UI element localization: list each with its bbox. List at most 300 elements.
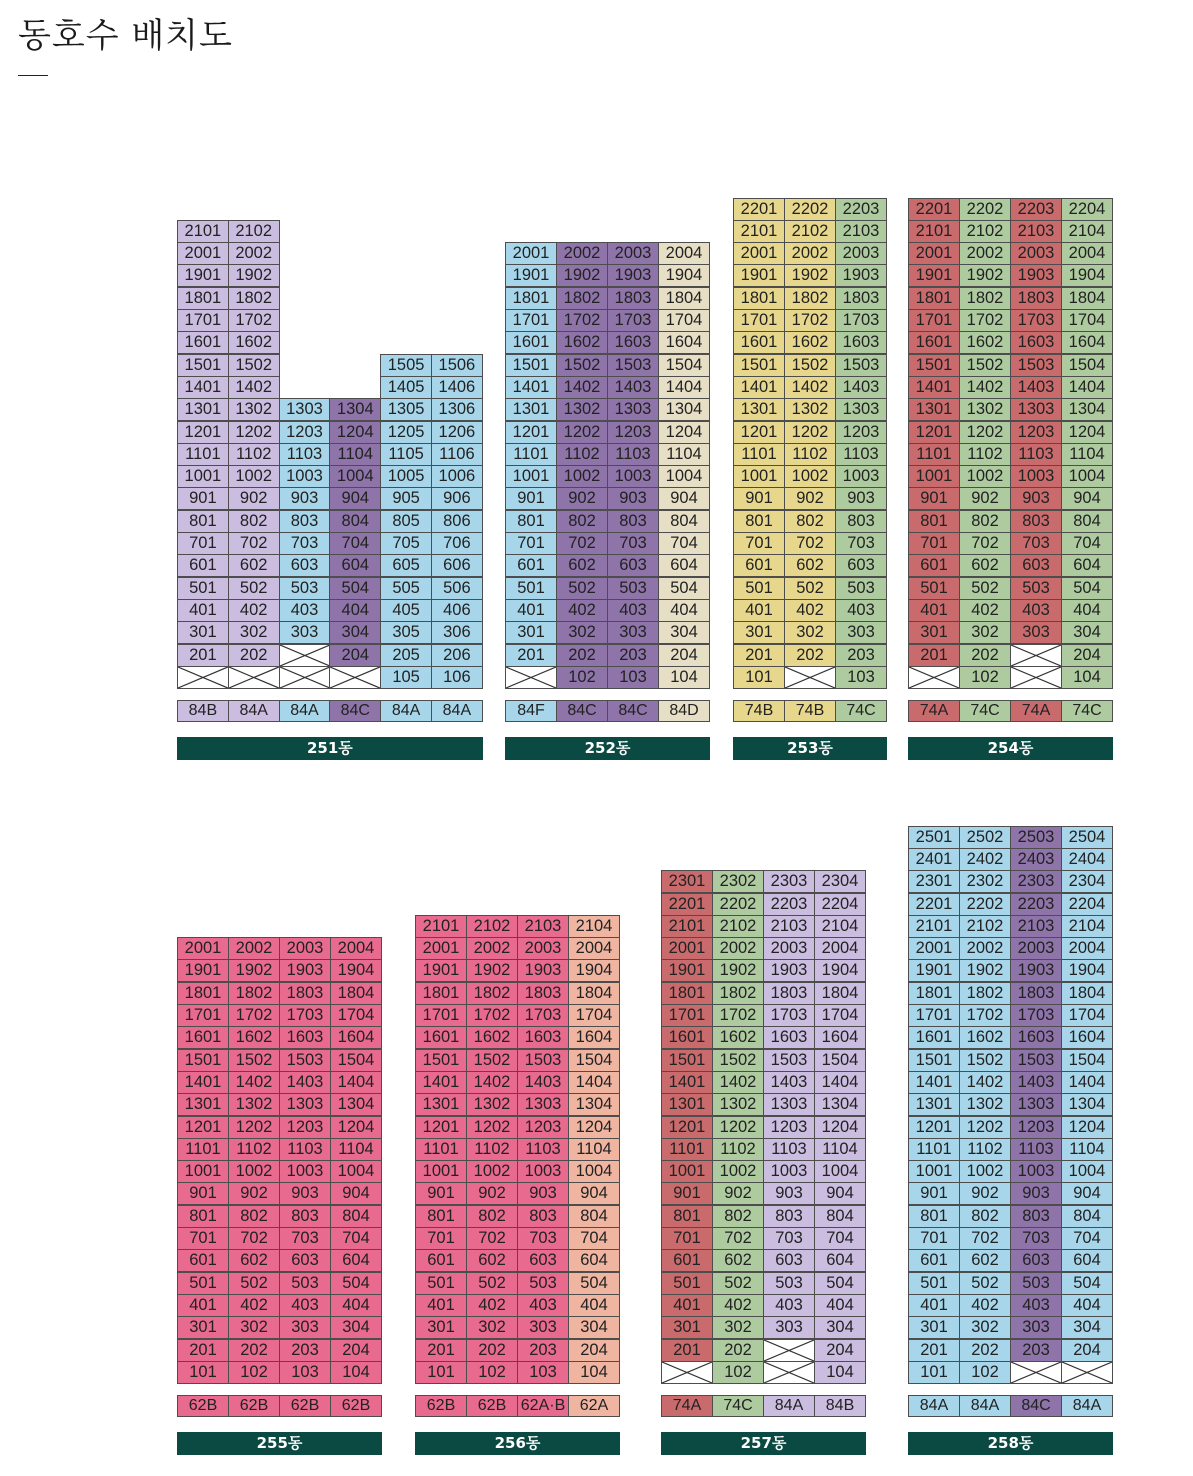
unit-cell: 1403 bbox=[1010, 376, 1062, 399]
unit-type-cell: 84A bbox=[959, 1395, 1011, 1417]
unit-cell: 1506 bbox=[431, 354, 483, 377]
unit-cell: 2101 bbox=[661, 915, 713, 938]
unit-cell: 1002 bbox=[466, 1160, 518, 1183]
unit-cell: 501 bbox=[733, 577, 785, 600]
unit-cell: 103 bbox=[279, 1361, 331, 1384]
unit-cell: 2103 bbox=[835, 220, 887, 243]
unit-cell: 2203 bbox=[1010, 198, 1062, 221]
unit-cell: 1602 bbox=[959, 1026, 1011, 1049]
unit-cell: 102 bbox=[466, 1361, 518, 1384]
unit-cell: 1901 bbox=[177, 264, 229, 287]
unit-cell: 1101 bbox=[177, 443, 229, 466]
unit-cell: 1503 bbox=[517, 1049, 569, 1072]
unit-cell: 1402 bbox=[556, 376, 608, 399]
unit-cell: 601 bbox=[733, 554, 785, 577]
unit-cell: 1701 bbox=[661, 1004, 713, 1027]
building-label: 254동 bbox=[908, 737, 1113, 760]
unit-cell: 802 bbox=[712, 1205, 764, 1228]
unit-cell: 703 bbox=[1010, 532, 1062, 555]
unit-cell: 2202 bbox=[784, 198, 836, 221]
unit-cell: 1302 bbox=[556, 398, 608, 421]
unit-cell: 1803 bbox=[1010, 287, 1062, 310]
unit-cell: 501 bbox=[177, 577, 229, 600]
unit-cell: 1201 bbox=[177, 421, 229, 444]
unit-cell: 1004 bbox=[330, 1160, 382, 1183]
building-label: 253동 bbox=[733, 737, 887, 760]
unit-cell: 1904 bbox=[658, 264, 710, 287]
unit-cell: 803 bbox=[517, 1205, 569, 1228]
unit-cell: 904 bbox=[329, 487, 381, 510]
unit-cell: 304 bbox=[329, 621, 381, 644]
unit-cell: 102 bbox=[228, 1361, 280, 1384]
unit-cell: 2101 bbox=[415, 915, 467, 938]
unit-cell: 1203 bbox=[517, 1116, 569, 1139]
unit-cell: 1701 bbox=[415, 1004, 467, 1027]
unit-cell: 602 bbox=[784, 554, 836, 577]
unit-cell: 201 bbox=[177, 1339, 229, 1362]
empty-unit-cross-icon bbox=[662, 1362, 712, 1383]
unit-cell: 503 bbox=[1010, 1272, 1062, 1295]
unit-cell: 505 bbox=[380, 577, 432, 600]
unit-cell: 304 bbox=[814, 1316, 866, 1339]
unit-cell: 701 bbox=[177, 532, 229, 555]
unit-cell: 101 bbox=[733, 666, 785, 689]
unit-cell: 203 bbox=[517, 1339, 569, 1362]
unit-cell: 1904 bbox=[1061, 959, 1113, 982]
unit-cell: 1104 bbox=[568, 1138, 620, 1161]
unit-cell: 1303 bbox=[1010, 1093, 1062, 1116]
unit-cell: 604 bbox=[658, 554, 710, 577]
unit-cell: 606 bbox=[431, 554, 483, 577]
unit-cell: 1501 bbox=[177, 354, 229, 377]
unit-cell: 1202 bbox=[228, 421, 280, 444]
unit-cell: 402 bbox=[228, 1294, 280, 1317]
unit-cell: 1403 bbox=[607, 376, 659, 399]
unit-cell: 403 bbox=[279, 599, 331, 622]
unit-cell: 2003 bbox=[1010, 937, 1062, 960]
unit-cell: 501 bbox=[415, 1272, 467, 1295]
unit-cell: 301 bbox=[177, 1316, 229, 1339]
unit-cell: 2104 bbox=[1061, 220, 1113, 243]
unit-cell: 2203 bbox=[1010, 893, 1062, 916]
unit-cell: 2301 bbox=[908, 870, 960, 893]
unit-cell: 1205 bbox=[380, 421, 432, 444]
unit-cell: 803 bbox=[1010, 510, 1062, 533]
unit-cell: 702 bbox=[466, 1227, 518, 1250]
unit-cell: 802 bbox=[959, 1205, 1011, 1228]
unit-cell: 801 bbox=[661, 1205, 713, 1228]
unit-cell: 801 bbox=[505, 510, 557, 533]
unit-cell: 603 bbox=[835, 554, 887, 577]
unit-cell: 2002 bbox=[959, 242, 1011, 265]
unit-cell: 1701 bbox=[908, 309, 960, 332]
unit-type-cell: 74C bbox=[712, 1395, 764, 1417]
unit-cell: 603 bbox=[607, 554, 659, 577]
unit-cell: 702 bbox=[712, 1227, 764, 1250]
unit-cell: 1501 bbox=[733, 354, 785, 377]
unit-cell: 202 bbox=[228, 1339, 280, 1362]
unit-cell: 2004 bbox=[330, 937, 382, 960]
unit-cell: 904 bbox=[330, 1182, 382, 1205]
unit-cell: 1002 bbox=[556, 465, 608, 488]
unit-cell: 1601 bbox=[661, 1026, 713, 1049]
unit-cell: 1402 bbox=[712, 1071, 764, 1094]
unit-cell: 1803 bbox=[835, 287, 887, 310]
unit-cell: 703 bbox=[279, 1227, 331, 1250]
unit-cell: 101 bbox=[177, 1361, 229, 1384]
unit-cell: 1301 bbox=[733, 398, 785, 421]
unit-cell: 603 bbox=[1010, 1249, 1062, 1272]
unit-cell: 401 bbox=[415, 1294, 467, 1317]
unit-cell: 202 bbox=[712, 1339, 764, 1362]
unit-cell: 702 bbox=[959, 532, 1011, 555]
unit-cell: 502 bbox=[959, 577, 1011, 600]
unit-cell: 1102 bbox=[228, 443, 280, 466]
unit-cell: 1502 bbox=[228, 354, 280, 377]
unit-cell: 1302 bbox=[959, 1093, 1011, 1116]
unit-cell: 1101 bbox=[661, 1138, 713, 1161]
unit-cell: 1006 bbox=[431, 465, 483, 488]
unit-cell: 204 bbox=[1061, 1339, 1113, 1362]
unit-cell: 404 bbox=[329, 599, 381, 622]
unit-cell: 1401 bbox=[177, 1071, 229, 1094]
unit-cell: 1701 bbox=[733, 309, 785, 332]
unit-cell: 1101 bbox=[177, 1138, 229, 1161]
unit-cell: 1801 bbox=[177, 982, 229, 1005]
unit-cell: 902 bbox=[959, 1182, 1011, 1205]
unit-type-cell: 84B bbox=[177, 700, 229, 722]
unit-cell: 301 bbox=[908, 621, 960, 644]
unit-cell: 1904 bbox=[814, 959, 866, 982]
unit-cell: 401 bbox=[733, 599, 785, 622]
unit-cell: 602 bbox=[466, 1249, 518, 1272]
unit-cell: 502 bbox=[959, 1272, 1011, 1295]
unit-cell: 1604 bbox=[658, 331, 710, 354]
unit-cell: 2403 bbox=[1010, 848, 1062, 871]
unit-cell: 302 bbox=[228, 1316, 280, 1339]
unit-cell: 1303 bbox=[517, 1093, 569, 1116]
unit-cell: 601 bbox=[661, 1249, 713, 1272]
unit-cell: 1203 bbox=[763, 1116, 815, 1139]
unit-cell: 1804 bbox=[814, 982, 866, 1005]
unit-cell: 1604 bbox=[1061, 331, 1113, 354]
unit-cell: 101 bbox=[415, 1361, 467, 1384]
unit-cell: 1901 bbox=[661, 959, 713, 982]
unit-cell: 1103 bbox=[835, 443, 887, 466]
unit-cell: 1701 bbox=[177, 1004, 229, 1027]
unit-cell: 1301 bbox=[661, 1093, 713, 1116]
unit-cell: 1401 bbox=[177, 376, 229, 399]
unit-cell: 1401 bbox=[733, 376, 785, 399]
unit-cell: 1001 bbox=[177, 1160, 229, 1183]
unit-cell: 302 bbox=[712, 1316, 764, 1339]
unit-cell: 1902 bbox=[784, 264, 836, 287]
unit-cell: 304 bbox=[1061, 1316, 1113, 1339]
unit-cell: 1202 bbox=[959, 1116, 1011, 1139]
unit-cell: 604 bbox=[1061, 554, 1113, 577]
unit-cell: 904 bbox=[1061, 1182, 1113, 1205]
unit-cell: 502 bbox=[556, 577, 608, 600]
unit-cell: 1203 bbox=[607, 421, 659, 444]
unit-cell: 202 bbox=[959, 1339, 1011, 1362]
unit-cell: 1002 bbox=[228, 465, 280, 488]
unit-cell: 802 bbox=[228, 1205, 280, 1228]
empty-unit-cross-icon bbox=[178, 667, 228, 688]
unit-cell: 105 bbox=[380, 666, 432, 689]
unit-cell: 801 bbox=[415, 1205, 467, 1228]
unit-cell: 2004 bbox=[568, 937, 620, 960]
unit-cell: 1602 bbox=[228, 1026, 280, 1049]
unit-cell: 1301 bbox=[505, 398, 557, 421]
unit-cell: 2003 bbox=[279, 937, 331, 960]
unit-cell: 1803 bbox=[1010, 982, 1062, 1005]
unit-cell: 1001 bbox=[415, 1160, 467, 1183]
unit-type-cell: 62A bbox=[568, 1395, 620, 1417]
unit-cell: 603 bbox=[763, 1249, 815, 1272]
unit-cell: 2302 bbox=[959, 870, 1011, 893]
unit-cell: 804 bbox=[658, 510, 710, 533]
unit-cell: 301 bbox=[415, 1316, 467, 1339]
unit-cell: 903 bbox=[1010, 1182, 1062, 1205]
unit-cell: 1503 bbox=[607, 354, 659, 377]
unit-cell: 803 bbox=[607, 510, 659, 533]
unit-cell: 1804 bbox=[330, 982, 382, 1005]
unit-type-cell: 62A·B bbox=[517, 1395, 569, 1417]
unit-cell: 1902 bbox=[556, 264, 608, 287]
unit-cell: 1004 bbox=[814, 1160, 866, 1183]
unit-cell: 402 bbox=[712, 1294, 764, 1317]
unit-cell: 1501 bbox=[505, 354, 557, 377]
unit-cell: 404 bbox=[568, 1294, 620, 1317]
unit-cell: 802 bbox=[959, 510, 1011, 533]
unit-cell: 1603 bbox=[835, 331, 887, 354]
unit-cell: 2002 bbox=[466, 937, 518, 960]
unit-cell: 802 bbox=[784, 510, 836, 533]
unit-cell: 2202 bbox=[959, 198, 1011, 221]
unit-cell: 1503 bbox=[279, 1049, 331, 1072]
unit-cell: 1202 bbox=[959, 421, 1011, 444]
unit-cell: 1301 bbox=[177, 398, 229, 421]
unit-cell: 2201 bbox=[908, 893, 960, 916]
unit-cell: 801 bbox=[177, 510, 229, 533]
empty-unit bbox=[784, 666, 836, 689]
unit-cell: 804 bbox=[329, 510, 381, 533]
unit-cell: 503 bbox=[835, 577, 887, 600]
unit-cell: 601 bbox=[908, 554, 960, 577]
unit-cell: 1403 bbox=[1010, 1071, 1062, 1094]
unit-cell: 405 bbox=[380, 599, 432, 622]
unit-cell: 1604 bbox=[330, 1026, 382, 1049]
unit-cell: 202 bbox=[959, 644, 1011, 667]
unit-cell: 604 bbox=[330, 1249, 382, 1272]
unit-cell: 1305 bbox=[380, 398, 432, 421]
unit-cell: 1703 bbox=[1010, 1004, 1062, 1027]
unit-cell: 2101 bbox=[733, 220, 785, 243]
unit-type-cell: 74A bbox=[1010, 700, 1062, 722]
unit-cell: 1604 bbox=[1061, 1026, 1113, 1049]
unit-cell: 303 bbox=[835, 621, 887, 644]
unit-cell: 602 bbox=[556, 554, 608, 577]
unit-cell: 1501 bbox=[177, 1049, 229, 1072]
unit-cell: 1304 bbox=[330, 1093, 382, 1116]
unit-cell: 201 bbox=[908, 1339, 960, 1362]
unit-cell: 1901 bbox=[733, 264, 785, 287]
unit-cell: 1804 bbox=[658, 287, 710, 310]
unit-type-cell: 84C bbox=[329, 700, 381, 722]
unit-cell: 1602 bbox=[959, 331, 1011, 354]
unit-cell: 1503 bbox=[1010, 354, 1062, 377]
unit-cell: 1003 bbox=[517, 1160, 569, 1183]
unit-cell: 1501 bbox=[661, 1049, 713, 1072]
unit-cell: 1103 bbox=[763, 1138, 815, 1161]
unit-cell: 604 bbox=[1061, 1249, 1113, 1272]
unit-cell: 303 bbox=[517, 1316, 569, 1339]
unit-cell: 1603 bbox=[1010, 1026, 1062, 1049]
unit-cell: 801 bbox=[908, 510, 960, 533]
unit-cell: 1503 bbox=[835, 354, 887, 377]
unit-cell: 901 bbox=[177, 487, 229, 510]
unit-cell: 904 bbox=[814, 1182, 866, 1205]
unit-cell: 103 bbox=[607, 666, 659, 689]
unit-cell: 1001 bbox=[908, 1160, 960, 1183]
unit-cell: 1102 bbox=[228, 1138, 280, 1161]
empty-unit-cross-icon bbox=[506, 667, 556, 688]
unit-cell: 204 bbox=[658, 644, 710, 667]
unit-cell: 404 bbox=[1061, 599, 1113, 622]
unit-cell: 503 bbox=[763, 1272, 815, 1295]
unit-cell: 804 bbox=[1061, 510, 1113, 533]
unit-cell: 1602 bbox=[466, 1026, 518, 1049]
unit-cell: 1101 bbox=[908, 1138, 960, 1161]
unit-cell: 202 bbox=[784, 644, 836, 667]
unit-cell: 1404 bbox=[814, 1071, 866, 1094]
unit-cell: 301 bbox=[733, 621, 785, 644]
unit-cell: 704 bbox=[330, 1227, 382, 1250]
unit-cell: 1702 bbox=[228, 309, 280, 332]
unit-type-cell: 84A bbox=[228, 700, 280, 722]
unit-cell: 102 bbox=[556, 666, 608, 689]
unit-cell: 504 bbox=[814, 1272, 866, 1295]
unit-cell: 806 bbox=[431, 510, 483, 533]
unit-cell: 902 bbox=[959, 487, 1011, 510]
unit-cell: 1201 bbox=[908, 1116, 960, 1139]
unit-cell: 2101 bbox=[908, 915, 960, 938]
unit-cell: 1303 bbox=[607, 398, 659, 421]
unit-cell: 1901 bbox=[908, 264, 960, 287]
unit-cell: 1801 bbox=[505, 287, 557, 310]
unit-cell: 304 bbox=[1061, 621, 1113, 644]
unit-type-cell: 84C bbox=[556, 700, 608, 722]
empty-unit bbox=[763, 1339, 815, 1362]
unit-cell: 1604 bbox=[568, 1026, 620, 1049]
unit-cell: 1901 bbox=[177, 959, 229, 982]
unit-cell: 303 bbox=[279, 621, 331, 644]
unit-cell: 1203 bbox=[1010, 1116, 1062, 1139]
unit-cell: 906 bbox=[431, 487, 483, 510]
unit-cell: 102 bbox=[959, 1361, 1011, 1384]
unit-cell: 803 bbox=[1010, 1205, 1062, 1228]
empty-unit bbox=[329, 666, 381, 689]
unit-cell: 905 bbox=[380, 487, 432, 510]
unit-cell: 1203 bbox=[1010, 421, 1062, 444]
unit-cell: 302 bbox=[959, 621, 1011, 644]
unit-cell: 902 bbox=[228, 1182, 280, 1205]
unit-cell: 1502 bbox=[959, 354, 1011, 377]
unit-cell: 1104 bbox=[330, 1138, 382, 1161]
unit-cell: 1302 bbox=[466, 1093, 518, 1116]
unit-cell: 1504 bbox=[814, 1049, 866, 1072]
unit-cell: 1102 bbox=[712, 1138, 764, 1161]
unit-cell: 303 bbox=[1010, 621, 1062, 644]
unit-cell: 702 bbox=[228, 1227, 280, 1250]
unit-cell: 503 bbox=[607, 577, 659, 600]
unit-cell: 1403 bbox=[763, 1071, 815, 1094]
unit-type-cell: 62B bbox=[415, 1395, 467, 1417]
unit-cell: 204 bbox=[568, 1339, 620, 1362]
unit-cell: 1901 bbox=[415, 959, 467, 982]
unit-cell: 1306 bbox=[431, 398, 483, 421]
unit-type-cell: 84A bbox=[380, 700, 432, 722]
unit-cell: 2004 bbox=[1061, 937, 1113, 960]
unit-cell: 2001 bbox=[177, 242, 229, 265]
unit-cell: 801 bbox=[177, 1205, 229, 1228]
unit-type-cell: 74B bbox=[733, 700, 785, 722]
unit-cell: 802 bbox=[228, 510, 280, 533]
unit-cell: 1001 bbox=[661, 1160, 713, 1183]
unit-cell: 803 bbox=[763, 1205, 815, 1228]
unit-type-cell: 84B bbox=[814, 1395, 866, 1417]
unit-cell: 2103 bbox=[763, 915, 815, 938]
unit-cell: 1202 bbox=[712, 1116, 764, 1139]
unit-cell: 203 bbox=[279, 1339, 331, 1362]
unit-cell: 2003 bbox=[517, 937, 569, 960]
unit-cell: 1005 bbox=[380, 465, 432, 488]
unit-cell: 601 bbox=[177, 554, 229, 577]
unit-cell: 1704 bbox=[1061, 309, 1113, 332]
unit-cell: 404 bbox=[330, 1294, 382, 1317]
unit-cell: 1303 bbox=[279, 398, 331, 421]
unit-cell: 403 bbox=[835, 599, 887, 622]
unit-cell: 701 bbox=[733, 532, 785, 555]
unit-cell: 1902 bbox=[712, 959, 764, 982]
unit-cell: 1402 bbox=[228, 376, 280, 399]
unit-cell: 1602 bbox=[712, 1026, 764, 1049]
unit-cell: 1903 bbox=[607, 264, 659, 287]
unit-cell: 1301 bbox=[415, 1093, 467, 1116]
unit-cell: 1902 bbox=[466, 959, 518, 982]
unit-cell: 1201 bbox=[908, 421, 960, 444]
empty-unit-cross-icon bbox=[280, 667, 330, 688]
unit-cell: 2101 bbox=[177, 220, 229, 243]
unit-cell: 1504 bbox=[330, 1049, 382, 1072]
unit-cell: 1503 bbox=[763, 1049, 815, 1072]
empty-unit bbox=[661, 1361, 713, 1384]
unit-cell: 203 bbox=[1010, 1339, 1062, 1362]
unit-cell: 504 bbox=[1061, 1272, 1113, 1295]
unit-cell: 2102 bbox=[712, 915, 764, 938]
unit-cell: 703 bbox=[1010, 1227, 1062, 1250]
unit-cell: 902 bbox=[712, 1182, 764, 1205]
unit-cell: 1502 bbox=[466, 1049, 518, 1072]
unit-cell: 1303 bbox=[1010, 398, 1062, 421]
unit-cell: 1501 bbox=[908, 354, 960, 377]
unit-cell: 1904 bbox=[330, 959, 382, 982]
unit-cell: 1801 bbox=[733, 287, 785, 310]
unit-cell: 702 bbox=[784, 532, 836, 555]
unit-cell: 1001 bbox=[177, 465, 229, 488]
unit-cell: 1404 bbox=[658, 376, 710, 399]
unit-cell: 704 bbox=[658, 532, 710, 555]
